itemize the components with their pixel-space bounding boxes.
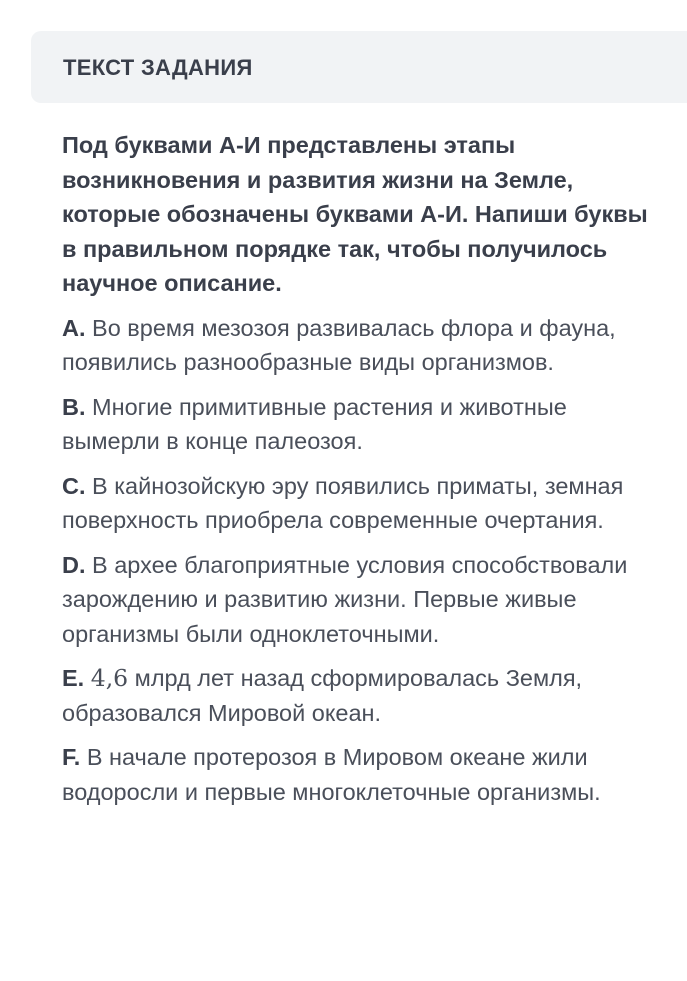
task-header (31, 31, 687, 103)
question-text: Под буквами А-И представлены этапы возникновения и развития жизни на Земле, которые обозначены буквами А-И. Напиши буквы в правильном порядке так, чтобы получилось научное описание. (62, 132, 648, 296)
option-b (62, 390, 662, 459)
option-a (62, 311, 662, 380)
option-f-text: В начале протерозоя в Мировом океане жили водоросли и первые многоклеточные организмы. (62, 744, 601, 805)
option-b-text: Многие примитивные растения и животные вымерли в конце палеозоя. (62, 393, 567, 454)
option-b-letter: B. (62, 393, 86, 420)
option-e (62, 661, 662, 730)
option-e-letter: E. (62, 665, 85, 691)
task-content (62, 128, 662, 819)
option-c (62, 469, 662, 538)
option-f (62, 740, 662, 809)
option-c-letter: C. (62, 472, 86, 499)
option-d-letter: D. (62, 551, 86, 578)
option-a-text: Во время мезозоя развивалась флора и фауна, появились разнообразные виды организмов. (62, 314, 616, 375)
task-header-title: ТЕКСТ ЗАДАНИЯ (63, 55, 253, 80)
option-d-text: В архее благоприятные условия способствовали зарождению и развитию жизни. Первые живые организмы были одноклеточными. (62, 551, 628, 647)
option-a-letter: A. (62, 314, 86, 341)
option-f-letter: F. (62, 744, 81, 770)
option-c-text: В кайнозойскую эру появились приматы, земная поверхность приобрела современные очертания. (62, 472, 624, 533)
option-e-text: млрд лет назад сформировалась Земля, образовался Мировой океан. (62, 665, 583, 726)
option-d (62, 548, 662, 652)
option-e-number: 4,6 (90, 664, 129, 692)
